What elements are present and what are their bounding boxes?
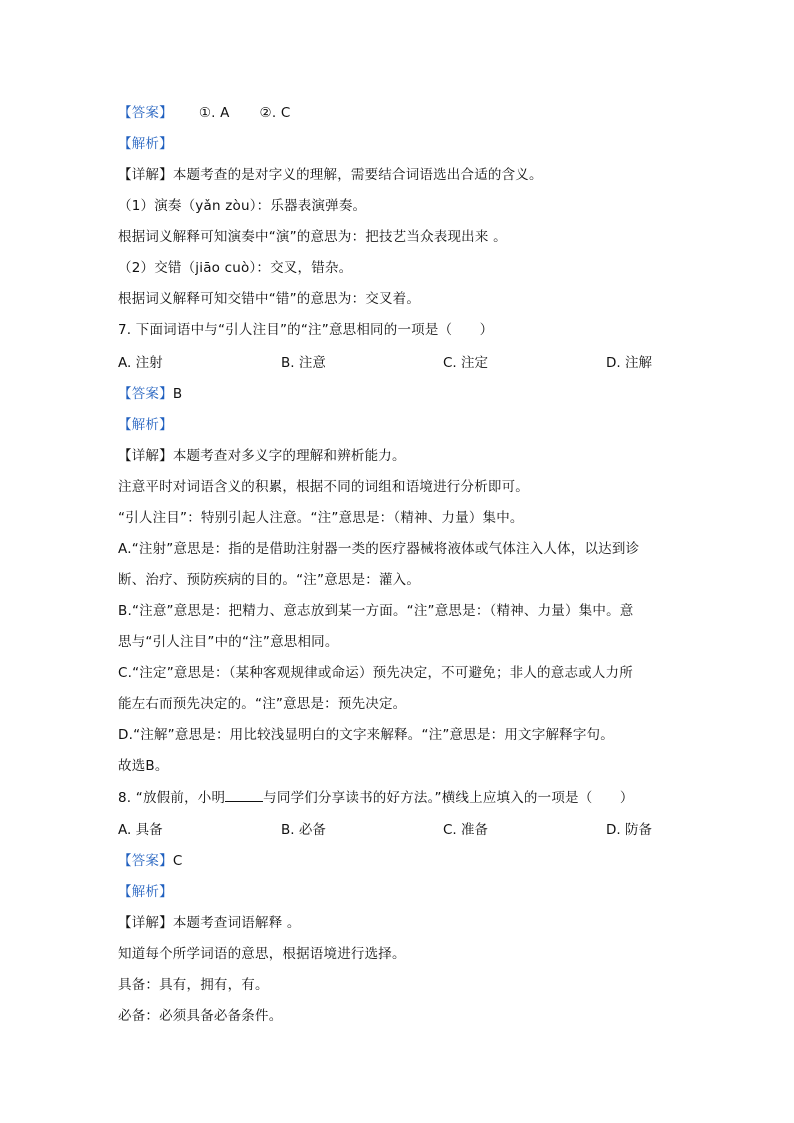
- detail-line: [118, 447, 406, 465]
- q8-option-c: C. 准备: [443, 822, 489, 838]
- explanation-line: 具备：具有，拥有，有。: [118, 977, 269, 993]
- question-7: 7. 下面词语中与“引人注目”的“注”意思相同的一项是（ ）: [118, 322, 494, 338]
- fill-blank: [225, 789, 263, 802]
- answer-tag: 【答案】: [118, 105, 173, 121]
- conclusion-line: 故选B。: [118, 758, 169, 774]
- answer-tag: 【答案】: [118, 386, 173, 402]
- answer-choice-2: ②. C: [259, 105, 291, 121]
- explanation-line: 必备：必须具备必备条件。: [118, 1008, 283, 1024]
- question-8-start: 8. “放假前，小明: [118, 790, 226, 806]
- answer-value: C: [172, 853, 183, 869]
- analysis-tag: 【解析】: [118, 136, 173, 152]
- detail-text: 本题考查词语解释 。: [172, 915, 301, 931]
- explanation-line: C.“注定”意思是：（某种客观规律或命运）预先决定，不可避免；非人的意志或人力所: [118, 665, 633, 681]
- explanation-line: 能左右而预先决定的。“注”意思是：预先决定。: [118, 696, 407, 712]
- explanation-line: A.“注射”意思是：指的是借助注射器一类的医疗器械将液体或气体注入人体，以达到诊: [118, 541, 640, 557]
- detail-text: 本题考查对多义字的理解和辨析能力。: [172, 448, 406, 464]
- question-8-end: 与同学们分享读书的好方法。”横线上应填入的一项是（ ）: [263, 790, 634, 806]
- answer-value: B: [172, 386, 183, 402]
- answer-line: [118, 104, 290, 122]
- explanation-line: 断、治疗、预防疾病的目的。“注”意思是：灌入。: [118, 572, 421, 588]
- explanation-line: （2）交错（jiāo cuò）：交叉，错杂。: [118, 260, 353, 276]
- question-8: [118, 789, 634, 807]
- detail-tag: 【详解】: [118, 448, 173, 464]
- q8-option-d: D. 防备: [606, 822, 652, 838]
- q7-option-a: A. 注射: [118, 355, 163, 371]
- explanation-line: （1）演奏（yǎn zòu）：乐器表演弹奏。: [118, 198, 367, 214]
- explanation-line: 知道每个所学词语的意思，根据语境进行选择。: [118, 946, 406, 962]
- detail-tag: 【详解】: [118, 167, 173, 183]
- explanation-line: B.“注意”意思是：把精力、意志放到某一方面。“注”意思是：（精神、力量）集中。意: [118, 603, 634, 619]
- explanation-line: D.“注解”意思是：用比较浅显明白的文字来解释。“注”意思是：用文字解释字句。: [118, 727, 614, 743]
- detail-line: [118, 166, 543, 184]
- analysis-tag: 【解析】: [118, 417, 173, 433]
- answer-line: [118, 385, 182, 403]
- q7-option-c: C. 注定: [443, 355, 489, 371]
- analysis-tag: 【解析】: [118, 884, 173, 900]
- detail-line: [118, 914, 301, 932]
- answer-tag: 【答案】: [118, 853, 173, 869]
- answer-line: [118, 852, 182, 870]
- q7-option-d: D. 注解: [606, 355, 652, 371]
- explanation-line: 根据词义解释可知演奏中“演”的意思为：把技艺当众表现出来 。: [118, 229, 507, 245]
- detail-text: 本题考查的是对字义的理解，需要结合词语选出合适的含义。: [172, 167, 543, 183]
- q7-option-b: B. 注意: [281, 355, 326, 371]
- explanation-line: “引人注目”：特别引起人注意。“注”意思是：（精神、力量）集中。: [118, 510, 524, 526]
- q8-option-b: B. 必备: [281, 822, 326, 838]
- explanation-line: 根据词义解释可知交错中“错”的意思为：交叉着。: [118, 291, 421, 307]
- explanation-line: 注意平时对词语含义的积累，根据不同的词组和语境进行分析即可。: [118, 479, 529, 495]
- answer-choice-1: ①. A: [198, 105, 230, 121]
- detail-tag: 【详解】: [118, 915, 173, 931]
- explanation-line: 思与“引人注目”中的“注”意思相同。: [118, 634, 339, 650]
- q8-option-a: A. 具备: [118, 822, 163, 838]
